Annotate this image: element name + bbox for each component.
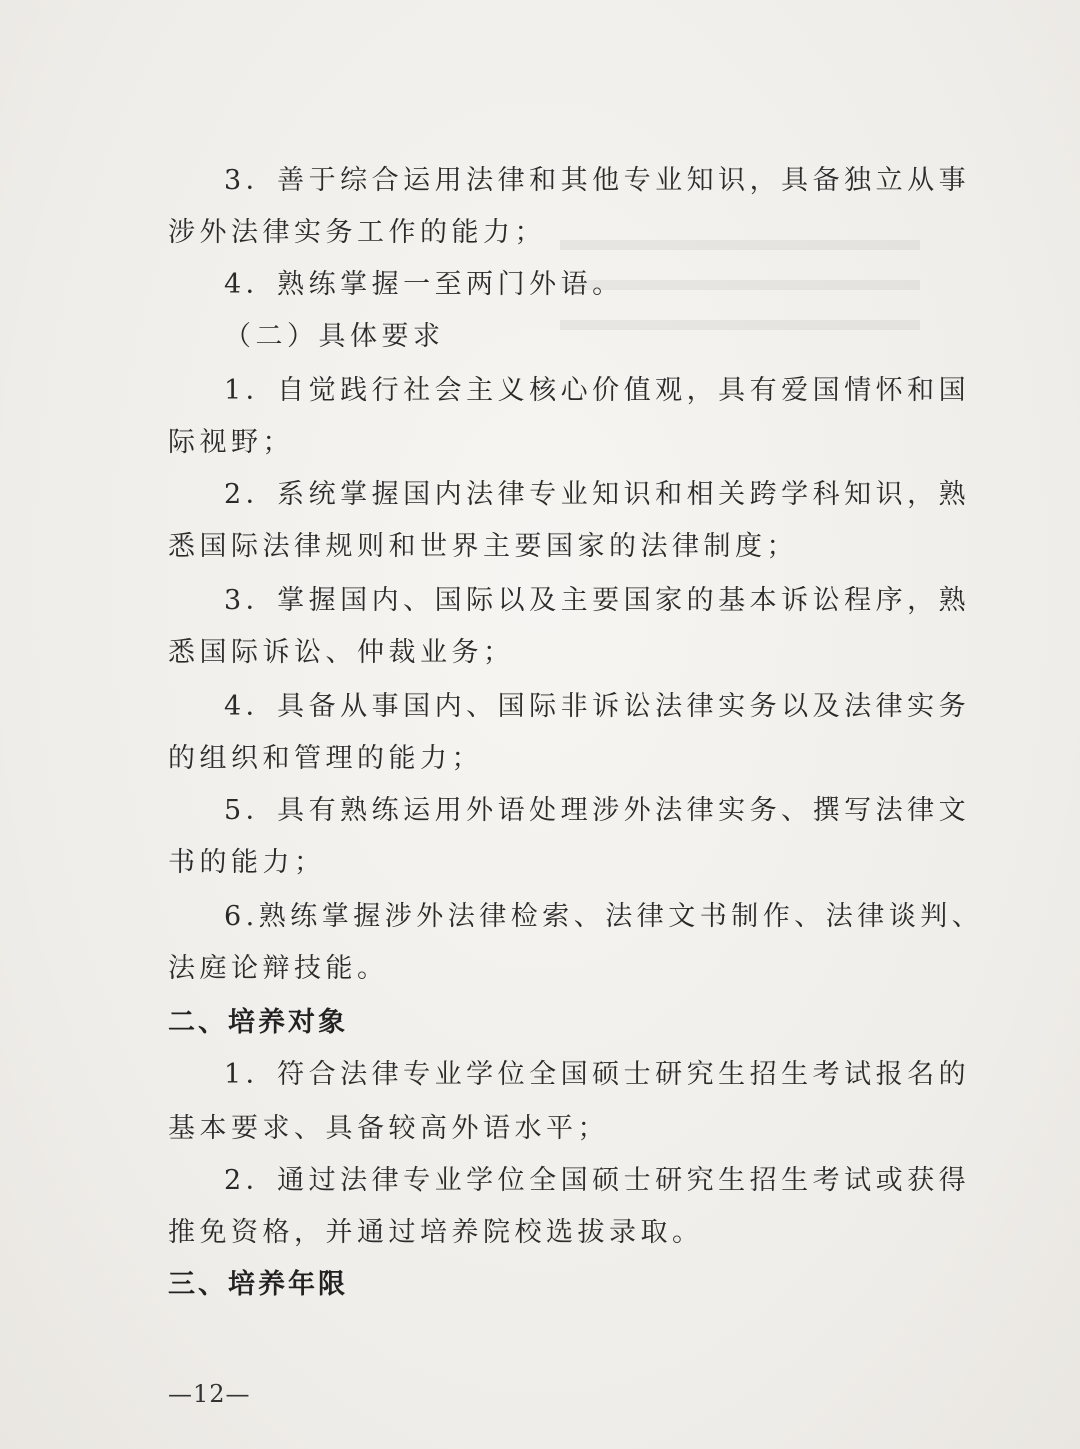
text-line: 2．通过法律专业学位全国硕士研究生招生考试或获得 <box>224 1165 971 1196</box>
text-line: 6.熟练掌握涉外法律检索、法律文书制作、法律谈判、 <box>224 901 984 932</box>
text-line: 际视野； <box>168 427 294 458</box>
section-heading: 二、培养对象 <box>168 1007 348 1038</box>
text-line: 4．具备从事国内、国际非诉讼法律实务以及法律实务 <box>224 691 971 722</box>
section-subheading: （二）具体要求 <box>224 321 445 352</box>
text-line: 悉国际诉讼、仲裁业务； <box>168 637 515 668</box>
text-line: 3．善于综合运用法律和其他专业知识，具备独立从事 <box>224 165 971 196</box>
text-line: 涉外法律实务工作的能力； <box>168 217 546 248</box>
section-heading: 三、培养年限 <box>168 1269 348 1300</box>
text-line: 5．具有熟练运用外语处理涉外法律实务、撰写法律文 <box>224 795 971 826</box>
page-number: —12— <box>168 1380 251 1408</box>
text-line: 2．系统掌握国内法律专业知识和相关跨学科知识，熟 <box>224 479 971 510</box>
text-line: 推免资格，并通过培养院校选拔录取。 <box>168 1217 704 1248</box>
text-line: 1．符合法律专业学位全国硕士研究生招生考试报名的 <box>224 1059 971 1090</box>
text-line: 1．自觉践行社会主义核心价值观，具有爱国情怀和国 <box>224 375 971 406</box>
text-line: 3．掌握国内、国际以及主要国家的基本诉讼程序，熟 <box>224 585 971 616</box>
text-line: 书的能力； <box>168 847 326 878</box>
text-line: 4．熟练掌握一至两门外语。 <box>224 269 624 300</box>
text-line: 基本要求、具备较高外语水平； <box>168 1113 609 1144</box>
text-line: 的组织和管理的能力； <box>168 743 483 774</box>
text-line: 法庭论辩技能。 <box>168 953 389 984</box>
text-line: 悉国际法律规则和世界主要国家的法律制度； <box>168 531 798 562</box>
